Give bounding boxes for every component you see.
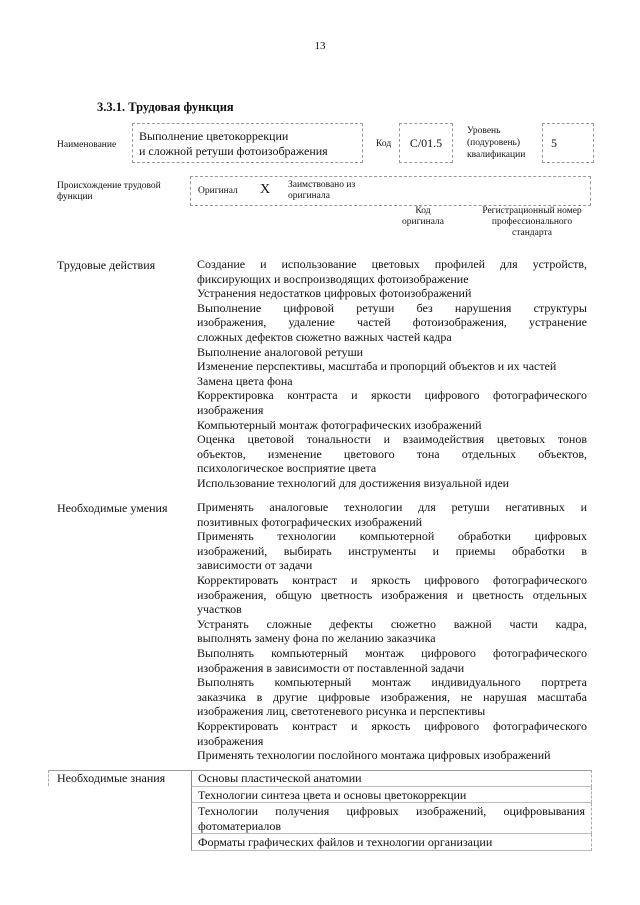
code-box — [399, 123, 453, 163]
knowledge-item — [191, 834, 592, 851]
labor-action-item-line: изображения, удаление частей фотоизображения, устранение — [197, 315, 587, 330]
section-title: 3.3.1. Трудовая функция — [97, 100, 234, 114]
skill-item-line: Выполнять компьютерный монтаж индивидуального портрета — [197, 675, 587, 690]
labor-action-item-line: Создание и использование цветовых профилей для устройств, — [197, 257, 587, 271]
skill-item-line: Применять аналоговые технологии для ретуши негативных и — [197, 500, 587, 514]
knowledge-item — [191, 803, 592, 834]
labor-action-item-line: Выполнение аналоговой ретуши — [197, 344, 364, 359]
skill-item — [197, 617, 587, 646]
reg-number-caption — [472, 206, 592, 239]
labor-action-item-line: Компьютерный монтаж фотографических изображений — [197, 417, 482, 432]
level-box — [542, 123, 594, 163]
origin-label — [57, 181, 161, 203]
labor-action-item — [197, 286, 587, 301]
skill-item-line: Выполнять компьютерный монтаж цифрового фотографического — [197, 645, 587, 660]
skill-item-line: изображения — [197, 733, 264, 748]
skill-item-line: зависимости от задачи — [197, 558, 313, 573]
skill-item — [197, 500, 587, 529]
labor-action-item — [197, 476, 587, 491]
origin-box — [190, 176, 591, 206]
borrowed-label — [288, 180, 355, 202]
skills-label: Необходимые умения — [57, 501, 168, 515]
labor-action-item — [197, 388, 587, 417]
knowledge-item — [191, 770, 592, 787]
labor-action-item-line: сложных дефектов сюжетно важных частей кадра — [197, 329, 452, 344]
borrowed-line1: Заимствовано из — [288, 180, 356, 190]
knowledge-item-line: Технологии синтеза цвета и основы цветокоррекции — [198, 787, 467, 802]
code-value: С/01.5 — [409, 136, 443, 150]
skill-item-line: участков — [197, 602, 242, 617]
level-label-line1: Уровень — [467, 126, 501, 136]
page-number: 13 — [314, 40, 326, 52]
skill-item-line: позитивных фотографических изображений — [197, 514, 423, 529]
labor-action-item — [197, 257, 587, 286]
skill-item-line: выполнять замену фона по желанию заказчика — [197, 631, 436, 646]
labor-action-item — [197, 374, 587, 389]
labor-action-item-line: изображения — [197, 402, 264, 417]
skills-list — [197, 500, 587, 763]
labor-actions-list — [197, 257, 587, 491]
skill-item — [197, 719, 587, 748]
reg-line2: профессионального — [491, 217, 573, 227]
skill-item-line: Устранять сложные дефекты сюжетно важной части кадра, — [197, 616, 587, 631]
skill-item — [197, 529, 587, 573]
knowledge-item-line: Технологии получения цифровых изображений, оцифровывания — [198, 804, 585, 819]
origin-label-line1: Происхождение трудовой — [57, 181, 161, 191]
labor-action-item-line: Выполнение цифровой ретуши без нарушения структуры — [197, 300, 587, 315]
skill-item-line: Применять технологии компьютерной обработки цифровых — [197, 529, 587, 544]
skill-item-line: Корректировать контраст и яркость цифрового фотографического — [197, 718, 587, 733]
borrowed-line2: оригинала — [288, 191, 330, 201]
labor-action-item-line: Устранения недостатков цифровых фотоизображений — [197, 286, 472, 301]
labor-action-item — [197, 418, 587, 433]
labor-action-item-line: Замена цвета фона — [197, 373, 293, 388]
skill-item-line: Корректировать контраст и яркость цифрового фотографического — [197, 572, 587, 587]
name-label: Наименование — [57, 140, 117, 150]
original-mark: X — [260, 182, 271, 197]
knowledge-left-rule — [48, 770, 49, 786]
knowledge-item — [191, 787, 592, 804]
skill-item-line: изображения, общую цветность изображения и цветность отдельных — [197, 587, 587, 602]
labor-action-item-line: Изменение перспективы, масштаба и пропорций объектов и их частей — [197, 359, 557, 374]
knowledge-list — [191, 770, 592, 851]
level-value: 5 — [551, 136, 557, 150]
labor-action-item-line: объектов, изменение цветового тона отдельных объектов, — [197, 446, 587, 461]
reg-line3: стандарта — [512, 228, 552, 238]
reg-line1: Регистрационный номер — [482, 206, 582, 216]
name-value-line2: и сложной ретуши фотоизображения — [139, 144, 328, 158]
labor-action-item-line: психологическое восприятие цвета — [197, 461, 377, 476]
labor-action-item — [197, 359, 587, 374]
knowledge-item-line: Форматы графических файлов и технологии организации — [198, 835, 493, 850]
code-label: Код — [376, 139, 392, 149]
skill-item-line: заказчика в другие цифровые изображения, не нарушая масштаба — [197, 689, 587, 704]
labor-actions-label: Трудовые действия — [57, 258, 156, 272]
labor-action-item — [197, 345, 587, 360]
skill-item — [197, 675, 587, 719]
level-label-line3: квалификации — [467, 150, 526, 160]
skill-item-line: изображения в зависимости от поставленной задачи — [197, 660, 465, 675]
skill-item-line: Применять технологии послойного монтажа цифровых изображений — [197, 748, 551, 763]
level-label-line2: (подуровень) — [467, 138, 521, 148]
knowledge-item-line: Основы пластической анатомии — [198, 771, 362, 785]
labor-action-item-line: Использование технологий для достижения визуальной идеи — [197, 475, 510, 490]
name-value-box — [132, 123, 363, 163]
knowledge-item-line: фотоматериалов — [198, 818, 282, 833]
skill-item-line: изображений, выбирать инструменты и приемы обработки в — [197, 543, 587, 558]
labor-action-item-line: Корректировка контраста и яркости цифрового фотографического — [197, 388, 587, 403]
original-label: Оригинал — [198, 186, 238, 196]
knowledge-label: Необходимые знания — [57, 771, 166, 785]
labor-action-item — [197, 301, 587, 345]
skill-item — [197, 748, 587, 763]
name-value-line1: Выполнение цветокоррекции — [139, 129, 289, 143]
skill-item — [197, 573, 587, 617]
code-original-line1: Код — [415, 206, 431, 216]
code-original-caption — [393, 206, 453, 228]
skill-item-line: изображения лиц, светотеневого рисунка и перспективы — [197, 704, 486, 719]
code-original-line2: оригинала — [402, 217, 444, 227]
labor-action-item — [197, 432, 587, 476]
origin-label-line2: функции — [57, 192, 93, 202]
level-label — [467, 125, 525, 161]
labor-action-item-line: Оценка цветовой тональности и взаимодействия цветовых тонов — [197, 432, 587, 447]
skill-item — [197, 646, 587, 675]
labor-action-item-line: фиксирующих и воспроизводящих фотоизображение — [197, 271, 469, 286]
